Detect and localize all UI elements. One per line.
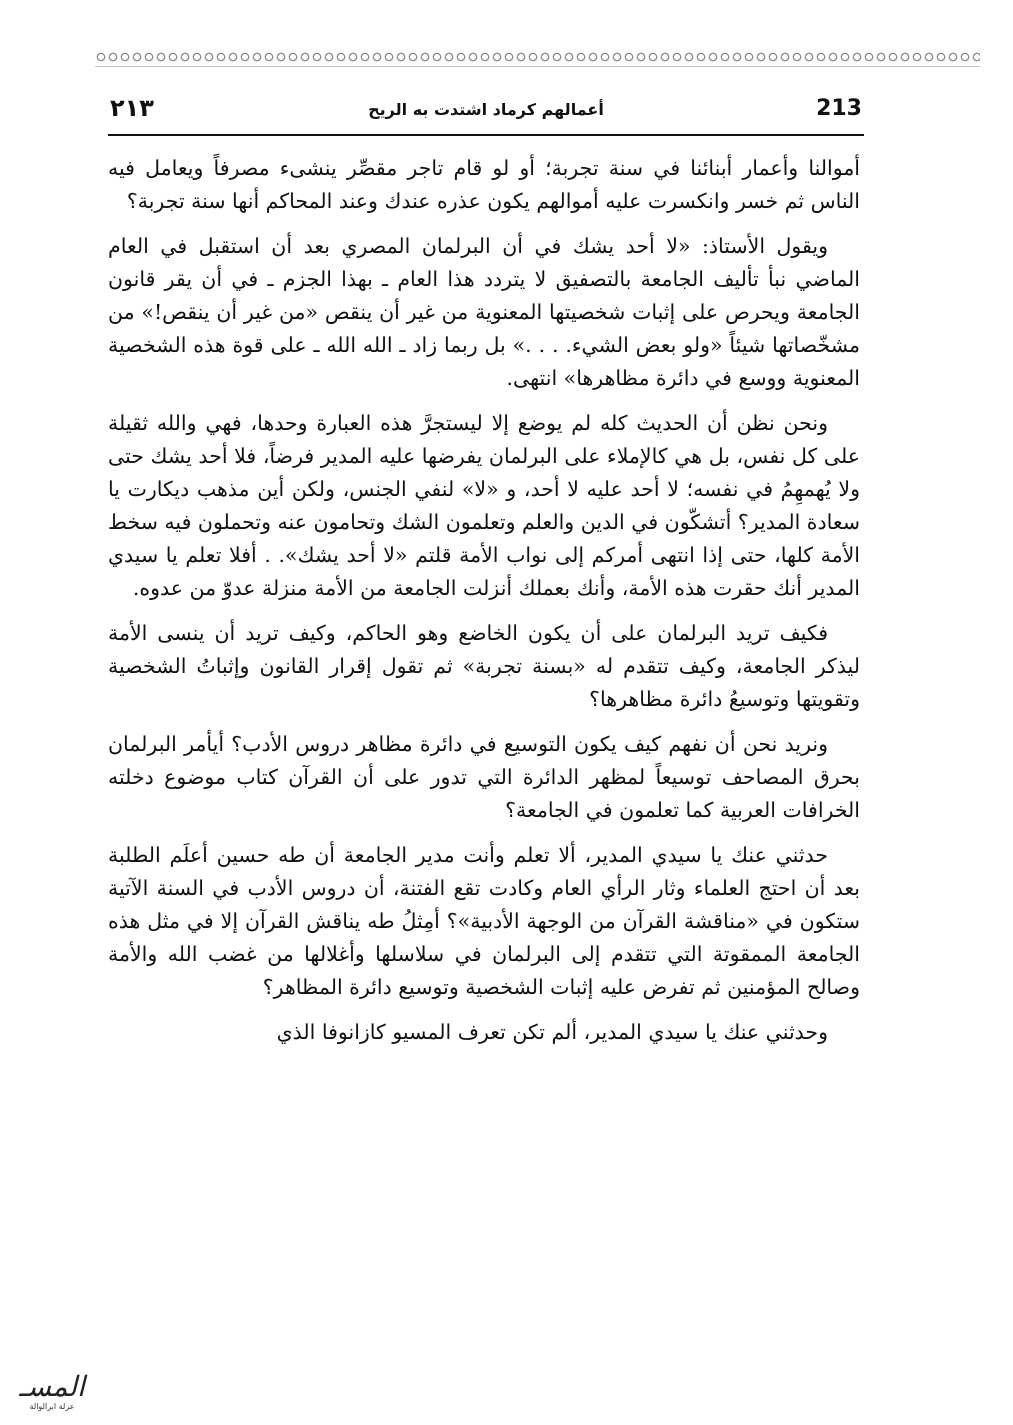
paragraph-6: حدثني عنك يا سيدي المدير، ألا تعلم وأنت مدير الجامعة أن طه حسين أعلَم الطلبة بعد أن احتج العلماء وثار الرأي العام وكادت تقع الفتنة، أن دروس الأدب في السنة الآتية ستكون في «مناقشة القرآن من الوجهة الأدبية»؟ أمِثلُ طه يناقش القرآن إلا في مثل هذه الجامعة الممقوتة التي تتقدم إلى البرلمان في سلاسلها وأغلالها من غضب الله والأمة وصالح المؤمنين ثم تفرض عليه إثبات الشخصية وتوسيع دائرة المظاهر؟ xyxy=(108,843,860,999)
decorative-top-line xyxy=(95,66,980,67)
paragraph-7: وحدثني عنك يا سيدي المدير، ألم تكن تعرف المسيو كازانوفا الذي xyxy=(276,1020,828,1044)
paragraph-1: أموالنا وأعمار أبنائنا في سنة تجربة؛ أو لو قام تاجر مقصِّر ينشىء مصرفاً ويعامل فيه الناس ثم خسر وانكسرت عليه أموالهم يكون عذره عندك وعند المحاكم أنها سنة تجربة؟ xyxy=(108,156,860,213)
decorative-top-border xyxy=(95,50,980,64)
body-text xyxy=(108,152,860,1049)
watermark-main: المسـ xyxy=(19,1370,85,1403)
paragraph-4: فكيف تريد البرلمان على أن يكون الخاضع وهو الحاكم، وكيف تريد أن ينسى الأمة ليذكر الجامعة، وكيف تتقدم له «بسنة تجربة» ثم تقول إقرار القانون وإثباتُ الشخصية وتقويتها وتوسيعُ دائرة مظاهرها؟ xyxy=(108,621,860,711)
paragraph-3: ونحن نظن أن الحديث كله لم يوضع إلا ليستجرَّ هذه العبارة وحدها، فهي والله ثقيلة على كل نفس، بل هي كالإملاء على البرلمان يفرضها عليه المدير فرضاً، فلا أحد يشك حتى ولا يُهمهِمُ في نفسه؛ لا أحد عليه لا أحد، و «لا» لنفي الجنس، ولكن أين مذهب ديكارت يا سعادة المدير؟ أتشكّون في الدين والعلم وتعلمون الشك وتحامون عنه وتحملون فيه سخط الأمة كلها، حتى إذا انتهى أمركم إلى نواب الأمة قلتم «لا أحد يشك». . أفلا تعلم يا سيدي المدير أنك حقرت هذه الأمة، وأنك بعملك أنزلت الجامعة من الأمة منزلة عدوّ من عدوه. xyxy=(108,411,860,600)
page-number-arabic: ٢١٣ xyxy=(110,94,154,122)
watermark-sub: عزلة ابرالوالة xyxy=(29,1402,75,1411)
paragraph-5: ونريد نحن أن نفهم كيف يكون التوسيع في دائرة مظاهر دروس الأدب؟ أيأمر البرلمان بحرق المصاحف توسيعاً لمظهر الدائرة التي تدور على أن القرآن كتاب موضوع دخلته الخرافات العربية كما تعلمون في الجامعة؟ xyxy=(108,732,860,822)
page-header xyxy=(110,96,862,130)
watermark-logo xyxy=(6,1372,98,1420)
page-number-latin: 213 xyxy=(816,96,862,121)
running-title: أعمالهم كرماد اشتدت به الريح xyxy=(368,100,604,119)
paragraph-2: ويقول الأستاذ: «لا أحد يشك في أن البرلمان المصري بعد أن استقبل في العام الماضي نبأ تأليف الجامعة بالتصفيق لا يتردد هذا العام ـ بهذا الجزم ـ في أن يقر قانون الجامعة ويحرص على إثبات شخصيتها المعنوية من غير أن ينقص «من غير أن ينقص!» من مشخّصاتها شيئاً «ولو بعض الشيء. . . .» بل ربما زاد ـ الله الله ـ على قوة هذه الشخصية المعنوية ووسع في دائرة مظاهرها» انتهى. xyxy=(108,234,860,390)
header-rule xyxy=(108,134,864,136)
